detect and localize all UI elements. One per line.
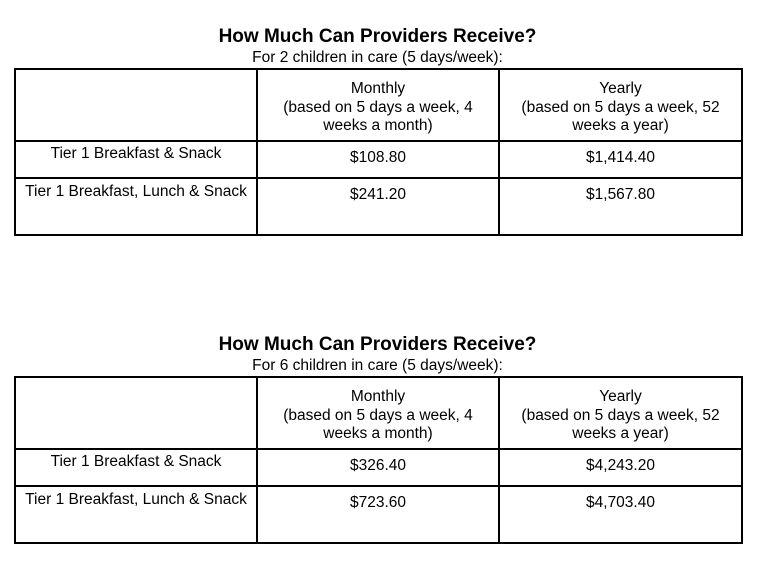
monthly-value: $326.40 [257, 449, 499, 486]
table-row [15, 178, 742, 235]
yearly-header-note: (based on 5 days a week, 52 weeks a year) [521, 98, 720, 134]
row-label: Tier 1 Breakfast & Snack [15, 449, 257, 486]
monthly-value: $108.80 [257, 141, 499, 178]
yearly-header-label: Yearly [599, 80, 642, 97]
yearly-value: $4,703.40 [499, 486, 742, 543]
row-label: Tier 1 Breakfast, Lunch & Snack [15, 178, 257, 235]
empty-header-cell [15, 377, 257, 449]
yearly-value: $1,567.80 [499, 178, 742, 235]
monthly-header-note: (based on 5 days a week, 4 weeks a month) [283, 406, 473, 442]
yearly-header-label: Yearly [599, 388, 642, 405]
row-label: Tier 1 Breakfast & Snack [15, 141, 257, 178]
yearly-value: $4,243.20 [499, 449, 742, 486]
yearly-header-note: (based on 5 days a week, 52 weeks a year) [521, 406, 720, 442]
yearly-header-cell [499, 69, 742, 141]
table-header-row [15, 377, 742, 449]
table-subtitle: For 6 children in care (5 days/week): [252, 357, 503, 374]
monthly-header-label: Monthly [350, 80, 406, 97]
rates-table [14, 376, 743, 544]
table-title: How Much Can Providers Receive? [218, 26, 537, 47]
monthly-value: $241.20 [257, 178, 499, 235]
empty-header-cell [15, 69, 257, 141]
table-row [15, 486, 742, 543]
yearly-header-cell [499, 377, 742, 449]
monthly-header-note: (based on 5 days a week, 4 weeks a month) [283, 98, 473, 134]
yearly-value: $1,414.40 [499, 141, 742, 178]
table-header-row [15, 69, 742, 141]
table-row [15, 449, 742, 486]
monthly-value: $723.60 [257, 486, 499, 543]
monthly-header-cell [257, 69, 499, 141]
row-label: Tier 1 Breakfast, Lunch & Snack [15, 486, 257, 543]
rates-block-2-children [14, 26, 741, 236]
rates-block-6-children [14, 334, 741, 544]
table-subtitle: For 2 children in care (5 days/week): [252, 49, 503, 66]
table-title: How Much Can Providers Receive? [218, 334, 537, 355]
rates-table [14, 68, 743, 236]
monthly-header-label: Monthly [350, 388, 406, 405]
table-row [15, 141, 742, 178]
monthly-header-cell [257, 377, 499, 449]
